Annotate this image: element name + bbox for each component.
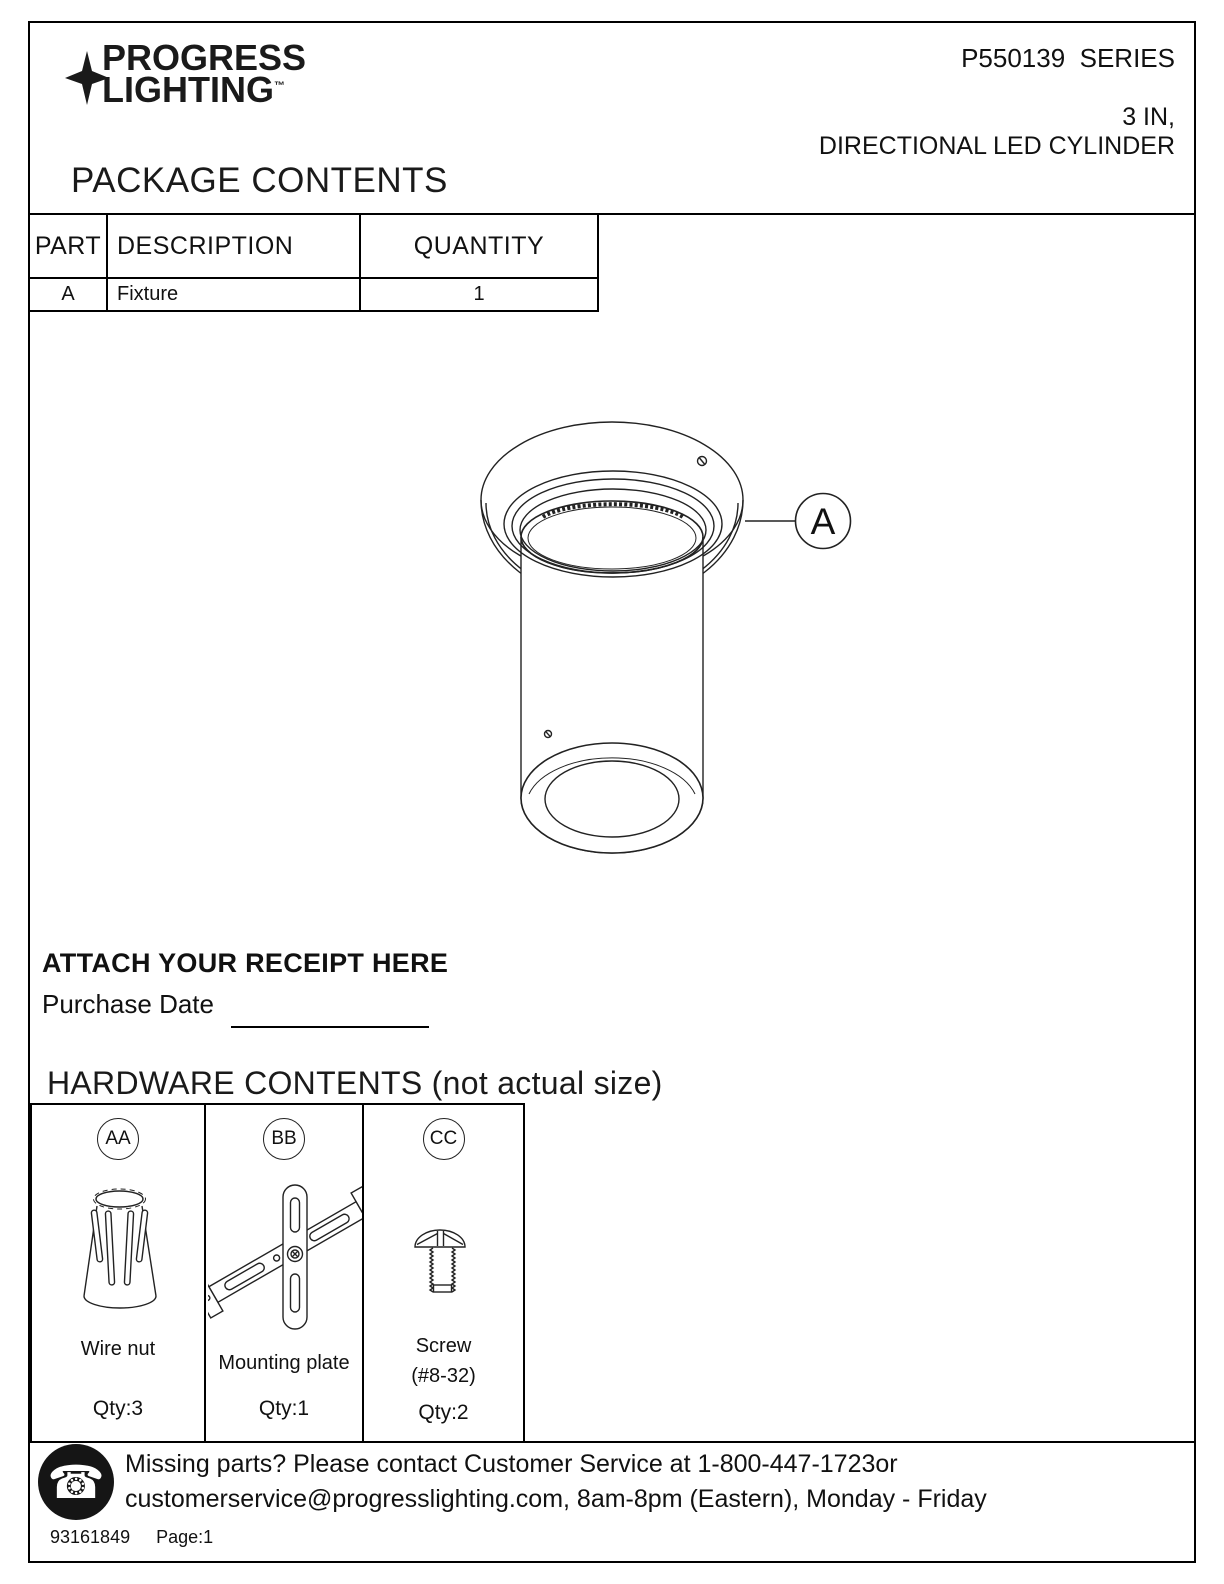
badge-cc: CC [423, 1118, 465, 1160]
hardware-qty: Qty:1 [258, 1397, 310, 1420]
page-number: Page:1 [156, 1527, 214, 1547]
hardware-name: Wire nut [80, 1338, 156, 1360]
hardware-item-screw [364, 1105, 523, 1441]
hardware-title: HARDWARE CONTENTS (not actual size) [47, 1065, 663, 1101]
customer-service-note [125, 1447, 987, 1517]
footer-divider [30, 1441, 1194, 1443]
hardware-name: Mounting plate [218, 1352, 350, 1374]
hardware-name: Screw [415, 1335, 472, 1357]
product-type: DIRECTIONAL LED CYLINDER [818, 132, 1175, 160]
brand-logo [102, 37, 307, 110]
document-number: 93161849 [50, 1527, 131, 1547]
badge-aa: AA [97, 1118, 139, 1160]
hardware-item-mounting-plate [206, 1105, 364, 1441]
parts-table [30, 213, 599, 312]
wire-nut-icon [80, 1185, 160, 1315]
page-title: PACKAGE CONTENTS [71, 161, 448, 200]
brand-line2: LIGHTING™ [102, 69, 285, 110]
callout-label: A [810, 501, 836, 542]
screw-icon [413, 1224, 473, 1298]
mounting-plate-icon [208, 1174, 362, 1334]
fixture-diagram [420, 387, 900, 887]
product-subtitle [819, 103, 1175, 161]
telephone-icon: ☎ [38, 1444, 114, 1520]
purchase-date-blank [231, 1026, 429, 1028]
product-size: 3 IN, [1122, 103, 1175, 131]
customer-service-line2: customerservice@progresslighting.com, 8am-8pm (Eastern), Monday - Friday [125, 1485, 987, 1513]
series-number: P550139 SERIES [961, 43, 1175, 73]
part-quantity: 1 [361, 279, 599, 312]
page-border [28, 21, 1196, 1563]
document-footer [50, 1527, 213, 1548]
col-header-part: PART [30, 215, 108, 279]
badge-bb: BB [263, 1118, 305, 1160]
hardware-qty: Qty:3 [92, 1397, 144, 1420]
trademark: ™ [273, 80, 285, 92]
hardware-item-wire-nut [32, 1105, 206, 1441]
hardware-qty: Qty:2 [418, 1401, 469, 1424]
col-header-quantity: QUANTITY [361, 215, 599, 279]
customer-service-line1: Missing parts? Please contact Customer Service at 1-800-447-1723or [125, 1450, 898, 1478]
brand-line1: PROGRESS [102, 37, 307, 78]
hardware-name-detail: (#8-32) [411, 1365, 476, 1387]
receipt-heading: ATTACH YOUR RECEIPT HERE [42, 948, 449, 978]
part-description: Fixture [108, 279, 361, 312]
part-id: A [30, 279, 108, 312]
hardware-table [30, 1103, 525, 1441]
purchase-date-label: Purchase Date [42, 989, 214, 1019]
col-header-description: DESCRIPTION [108, 215, 361, 279]
